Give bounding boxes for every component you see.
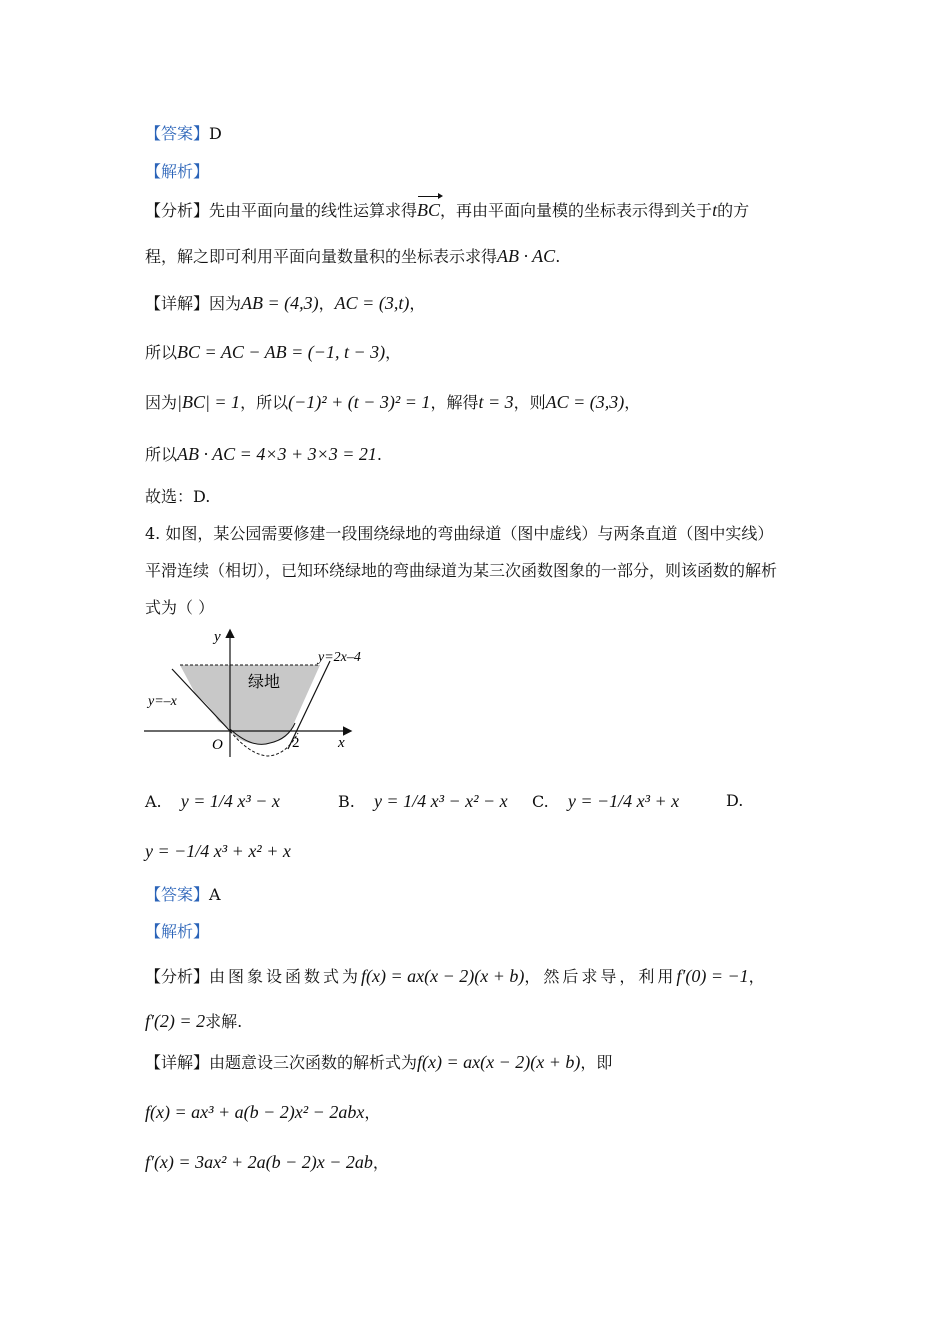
function-form-expr: f(x) = ax(x − 2)(x + b) bbox=[361, 966, 525, 986]
option-a-label: A. bbox=[145, 792, 162, 811]
fenxi-text: 程，解之即可利用平面向量数量积的坐标表示求得 bbox=[145, 247, 498, 266]
period: . bbox=[376, 445, 383, 464]
label-y-neg-x: y=–x bbox=[148, 694, 177, 709]
fenxi-text: 求解. bbox=[205, 1012, 243, 1031]
fenxi-text: 由图象设函数式为 bbox=[209, 967, 362, 986]
detail-text: ，所以 bbox=[240, 393, 289, 412]
variable-t: t bbox=[712, 200, 718, 220]
option-d[interactable] bbox=[726, 790, 743, 812]
answer-line-q3 bbox=[145, 123, 222, 145]
option-b-expr: y = 1/4 x³ − x² − x bbox=[373, 791, 508, 811]
abs-bc-expr: |BC| = 1 bbox=[177, 392, 241, 412]
fenxi-tag: 【分析】 bbox=[145, 967, 210, 986]
comma: ， bbox=[318, 294, 335, 313]
q4-figure bbox=[140, 625, 370, 760]
vector-ab-expr: AB = (4,3) bbox=[241, 293, 319, 313]
equation-expr: (−1)² + (t − 3)² = 1 bbox=[288, 392, 431, 412]
derivative-at-0: f′(0) = −1 bbox=[676, 966, 749, 986]
fenxi-text: ，然后求导，利用 bbox=[524, 967, 677, 986]
fenxi-text: 先由平面向量的线性运算求得 bbox=[209, 201, 418, 220]
detail-tag: 【详解】 bbox=[145, 1053, 210, 1072]
detail-text: ，则 bbox=[513, 393, 546, 412]
derivative-function: f′(x) = 3ax² + 2a(b − 2)x − 2ab bbox=[145, 1152, 373, 1172]
option-c[interactable] bbox=[532, 790, 679, 813]
vector-bc: BC bbox=[417, 200, 441, 220]
expanded-function: f(x) = ax³ + a(b − 2)x² − 2abx bbox=[145, 1102, 365, 1122]
detail4-line-1 bbox=[145, 1051, 612, 1074]
y-axis-label: y bbox=[214, 629, 221, 645]
comma: ， bbox=[372, 1153, 389, 1172]
option-d-expr: y = −1/4 x³ + x² + x bbox=[145, 841, 291, 861]
detail4-line-3 bbox=[145, 1151, 389, 1174]
detail-text: 由题意设三次函数的解析式为 bbox=[209, 1053, 418, 1072]
answer-value: A bbox=[209, 885, 221, 904]
comma: ， bbox=[624, 393, 641, 412]
comma: ， bbox=[409, 294, 426, 313]
t-value-expr: t = 3 bbox=[478, 392, 514, 412]
detail-text: 所以 bbox=[145, 343, 178, 362]
option-b-label: B. bbox=[338, 792, 355, 811]
q4-line-3: 式为（ ） bbox=[145, 598, 215, 617]
option-a-expr: y = 1/4 x³ − x bbox=[180, 791, 280, 811]
answer-tag: 【答案】 bbox=[145, 124, 210, 143]
answer-tag: 【答案】 bbox=[145, 885, 210, 904]
q4-line-2: 平滑连续（相切），已知环绕绿地的弯曲绿道为某三次函数图象的一部分，则该函数的解析 bbox=[145, 561, 778, 580]
tick-2-label: 2 bbox=[292, 735, 300, 751]
detail-text: 因为 bbox=[145, 393, 178, 412]
comma: ， bbox=[385, 343, 402, 362]
derivative-at-2: f′(2) = 2 bbox=[145, 1011, 206, 1031]
period: . bbox=[555, 247, 561, 266]
option-d-label: D. bbox=[726, 791, 744, 810]
conclusion-q3: 故选：D. bbox=[145, 487, 211, 506]
analysis-tag-q4: 【解析】 bbox=[145, 922, 210, 941]
detail-line-4 bbox=[145, 443, 382, 466]
fenxi-text: 的方 bbox=[717, 201, 750, 220]
origin-label: O bbox=[212, 737, 223, 753]
vector-bc-expr: BC = AC − AB = (−1, t − 3) bbox=[177, 342, 386, 362]
option-a[interactable] bbox=[145, 790, 280, 813]
q4-line-1: 4. 如图，某公园需要修建一段围绕绿地的弯曲绿道（图中虚线）与两条直道（图中实线） bbox=[145, 524, 774, 543]
detail-text: ，解得 bbox=[430, 393, 479, 412]
dot-product-expr: AB · AC bbox=[497, 246, 556, 266]
vector-ac-result: AC = (3,3) bbox=[545, 392, 625, 412]
answer-value: D bbox=[209, 124, 222, 143]
detail-text: 所以 bbox=[145, 445, 178, 464]
fenxi-line-2 bbox=[145, 245, 560, 268]
analysis-tag-q3: 【解析】 bbox=[145, 162, 210, 181]
detail-tag: 【详解】 bbox=[145, 294, 210, 313]
answer-line-q4 bbox=[145, 884, 221, 906]
dot-product-result: AB · AC = 4×3 + 3×3 = 21 bbox=[177, 444, 377, 464]
region-label: 绿地 bbox=[248, 672, 281, 691]
detail-line-3 bbox=[145, 391, 640, 414]
fenxi-tag: 【分析】 bbox=[145, 201, 210, 220]
vector-ac-expr: AC = (3,t) bbox=[334, 293, 410, 313]
detail-text: 因为 bbox=[209, 294, 242, 313]
x-axis-label: x bbox=[338, 735, 345, 751]
detail4-line-2 bbox=[145, 1101, 380, 1124]
fenxi-text: ，再由平面向量模的坐标表示得到关于 bbox=[440, 201, 713, 220]
function-form-expr: f(x) = ax(x − 2)(x + b) bbox=[417, 1052, 581, 1072]
comma: ， bbox=[364, 1103, 381, 1122]
fenxi4-line-1 bbox=[145, 965, 765, 988]
detail-line-1 bbox=[145, 292, 425, 315]
fenxi4-line-2 bbox=[145, 1010, 242, 1033]
option-c-label: C. bbox=[532, 792, 549, 811]
detail-text: ，即 bbox=[580, 1053, 613, 1072]
fenxi-line-1 bbox=[145, 199, 749, 222]
detail-line-2 bbox=[145, 341, 401, 364]
label-y-2x-4: y=2x–4 bbox=[318, 650, 361, 665]
option-b[interactable] bbox=[338, 790, 508, 813]
comma: ， bbox=[748, 967, 765, 986]
option-c-expr: y = −1/4 x³ + x bbox=[567, 791, 680, 811]
